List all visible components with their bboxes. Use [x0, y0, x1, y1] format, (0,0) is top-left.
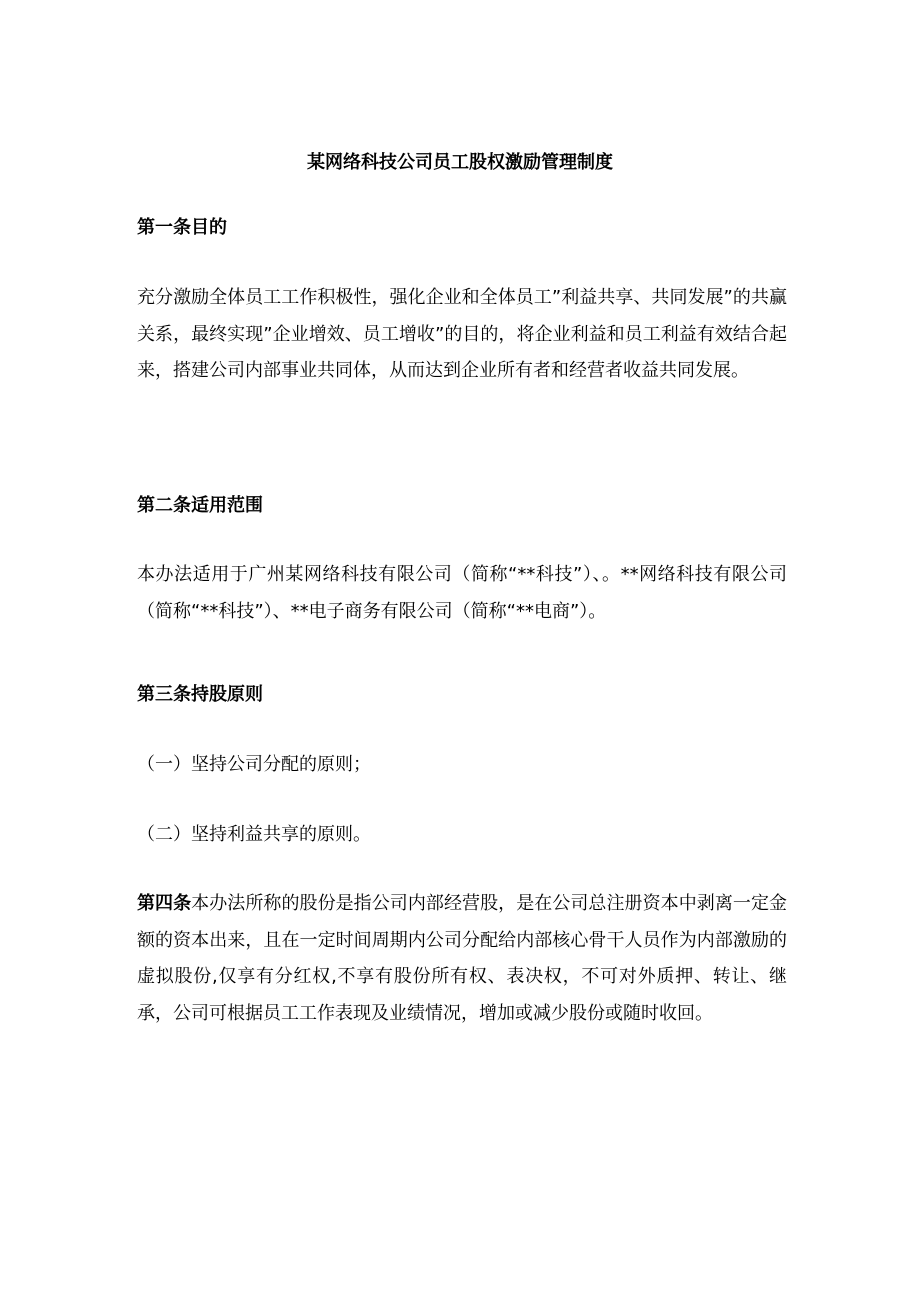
article-2-heading: 第二条适用范围: [137, 495, 263, 516]
article-3-item-1: （一）坚持公司分配的原则；: [137, 754, 371, 775]
article-1-heading: 第一条目的: [137, 217, 227, 238]
article-4-paragraph: [137, 886, 787, 1032]
article-3-item-2: （二）坚持利益共享的原则。: [137, 824, 371, 845]
article-2-body: 本办法适用于广州某网络科技有限公司（简称“**科技”）、。**网络科技有限公司（简称“**科技”）、**电子商务有限公司（简称“**电商”）。: [137, 564, 787, 622]
article-1-body: 充分激励全体员工工作积极性，强化企业和全体员工”利益共享、共同发展”的共赢关系，最终实现”企业增效、员工增收”的目的，将企业利益和员工利益有效结合起来，搭建公司内部事业共同体，从而达到企业所有者和经营者收益共同发展。: [137, 287, 787, 381]
article-3-heading: 第三条持股原则: [137, 684, 263, 705]
article-4-body: 本办法所称的股份是指公司内部经营股，是在公司总注册资本中剥离一定金额的资本出来，且在一定时间周期内公司分配给内部核心骨干人员作为内部激励的虚拟股份,仅享有分红权,不享有股份所有权、表决权，不可对外质押、转让、继承，公司可根据员工工作表现及业绩情况，增加或减少股份或随时收回。: [137, 893, 787, 1024]
document-title: 某网络科技公司员工股权激励管理制度: [307, 152, 613, 173]
article-4-heading: 第四条: [137, 893, 192, 914]
